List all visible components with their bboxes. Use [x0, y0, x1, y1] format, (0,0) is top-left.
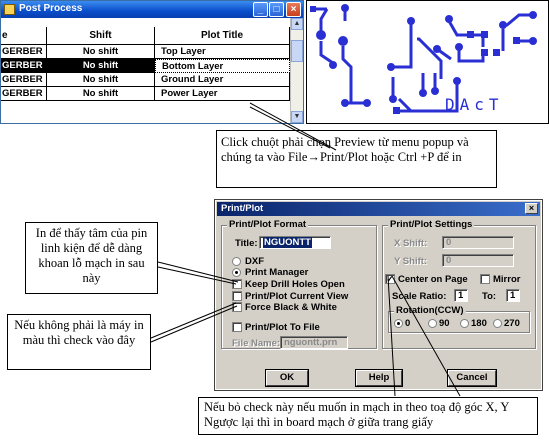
cell-plot-title: Bottom Layer	[155, 59, 290, 73]
print-plot-title: Print/Plot	[221, 203, 264, 214]
callout-preview-instructions: Click chuột phải chọn Preview từ menu popup và chúng ta vào File→Print/Plot hoặc Ctrl +P để in	[216, 130, 497, 188]
rotation-0-radio[interactable]	[394, 319, 403, 328]
to-label: To:	[482, 291, 497, 302]
print-to-file-checkbox[interactable]	[232, 322, 242, 332]
post-process-titlebar[interactable]	[1, 1, 303, 18]
print-plot-titlebar[interactable]	[217, 202, 540, 216]
print-manager-label: Print Manager	[245, 267, 309, 278]
column-header-device[interactable]: e	[1, 27, 47, 45]
table-row-selected[interactable]	[1, 59, 290, 73]
cell-device: GERBER	[1, 87, 47, 101]
cell-plot-title: Ground Layer	[155, 73, 290, 87]
cell-shift: No shift	[47, 87, 155, 101]
rotation-270-label: 270	[504, 318, 520, 329]
mirror-checkbox[interactable]	[480, 274, 490, 284]
cancel-button[interactable]: Cancel	[448, 370, 496, 386]
help-button[interactable]: Help	[356, 370, 402, 386]
scale-ratio-label: Scale Ratio:	[392, 291, 447, 302]
column-header-shift[interactable]: Shift	[47, 27, 155, 45]
rotation-90-label: 90	[439, 318, 450, 329]
table-row[interactable]	[1, 87, 290, 101]
column-header-plot-title[interactable]: Plot Title	[155, 27, 290, 45]
vertical-scrollbar[interactable]	[290, 18, 303, 124]
center-on-page-checkbox[interactable]: ✓	[386, 274, 394, 284]
ok-button[interactable]: OK	[266, 370, 308, 386]
file-name-label: File Name:	[232, 338, 281, 349]
mirror-label: Mirror	[493, 274, 521, 285]
x-shift-input[interactable]: 0	[442, 236, 514, 249]
black-white-checkbox[interactable]	[232, 302, 242, 312]
table-row[interactable]	[1, 45, 290, 59]
rotation-90-radio[interactable]	[428, 319, 437, 328]
y-shift-label: Y Shift:	[394, 256, 428, 267]
to-input[interactable]: 1	[506, 289, 520, 302]
pcb-preview	[306, 0, 549, 124]
cell-shift: No shift	[47, 59, 155, 73]
pcb-label: DAcT	[445, 95, 504, 114]
callout-drill-holes: In để thấy tâm của pin linh kiện để dễ dàng khoan lỗ mạch in sau này	[25, 222, 158, 294]
format-group-title: Print/Plot Format	[229, 219, 307, 230]
post-process-window	[0, 0, 304, 124]
close-icon[interactable]: ×	[525, 203, 538, 214]
post-process-table	[1, 18, 290, 124]
cell-device: GERBER	[1, 73, 47, 87]
scroll-down-icon[interactable]: ▼	[291, 111, 303, 123]
table-row[interactable]	[1, 73, 290, 87]
cell-shift: No shift	[47, 45, 155, 59]
scroll-thumb[interactable]	[291, 40, 303, 62]
dxf-radio[interactable]	[232, 257, 241, 266]
black-white-label: Force Black & White	[245, 302, 337, 313]
cell-device: GERBER	[1, 59, 47, 73]
scroll-up-icon[interactable]: ▲	[291, 18, 303, 30]
print-manager-radio[interactable]	[232, 268, 241, 277]
rotation-180-label: 180	[471, 318, 487, 329]
current-view-label: Print/Plot Current View	[245, 291, 349, 302]
cell-plot-title: Top Layer	[155, 45, 290, 59]
rotation-270-radio[interactable]	[493, 319, 502, 328]
x-shift-label: X Shift:	[394, 238, 428, 249]
callout-black-white: Nếu không phải là máy in màu thì check vào đây	[7, 314, 151, 370]
file-name-input[interactable]: nguontt.prn	[280, 336, 348, 349]
callout-center-on-page: Nếu bỏ check này nếu muốn in mạch in theo toạ độ góc X, Y Ngược lại thì in board mạch ở giữa trang giấy	[198, 397, 538, 435]
app-icon	[4, 4, 15, 15]
maximize-icon[interactable]: □	[269, 2, 284, 17]
current-view-checkbox[interactable]	[232, 291, 242, 301]
post-process-title: Post Process	[19, 3, 83, 14]
print-to-file-label: Print/Plot To File	[245, 322, 320, 333]
title-input[interactable]: NGUONTT	[259, 236, 331, 249]
minimize-icon[interactable]: _	[253, 2, 268, 17]
settings-group-title: Print/Plot Settings	[390, 219, 473, 230]
center-on-page-label: Center on Page	[398, 274, 468, 285]
rotation-0-label: 0	[405, 318, 411, 329]
cell-device: GERBER	[1, 45, 47, 59]
dxf-label: DXF	[245, 256, 264, 267]
keep-drill-holes-checkbox[interactable]	[232, 279, 242, 289]
cell-plot-title: Power Layer	[155, 87, 290, 101]
print-plot-dialog	[215, 200, 542, 390]
title-label: Title:	[235, 238, 258, 249]
scale-ratio-input[interactable]: 1	[454, 289, 468, 302]
y-shift-input[interactable]: 0	[442, 254, 514, 267]
pcb-traces	[307, 1, 549, 125]
rotation-group-title: Rotation(CCW)	[396, 305, 464, 316]
cell-shift: No shift	[47, 73, 155, 87]
close-icon[interactable]: ×	[286, 2, 301, 17]
keep-drill-holes-label: Keep Drill Holes Open	[245, 279, 345, 290]
rotation-180-radio[interactable]	[460, 319, 469, 328]
